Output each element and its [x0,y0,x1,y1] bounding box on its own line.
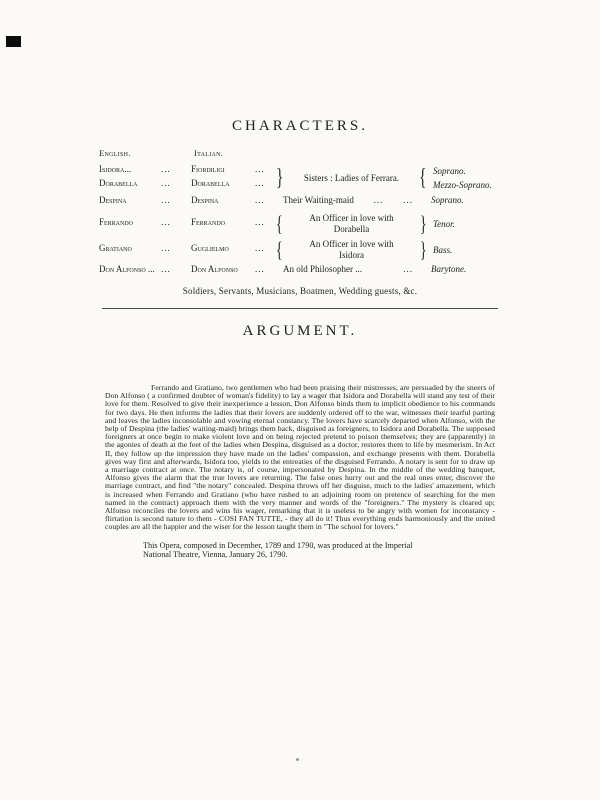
character-row-don-alfonso [99,264,501,278]
character-group-ferrando [99,213,501,235]
voice-type: Mezzo-Soprano. [433,180,492,190]
dots-separator: ... [403,264,413,274]
dots-separator: ... [255,264,265,274]
right-brace: } [420,237,428,262]
character-description-line2: Dorabella [333,224,370,234]
page-edge-mark [6,36,21,47]
argument-text: Ferrando and Gratiano, two gentlemen who had been praising their mistresses, are persuaded by the sneers of Don Alfonso ( a confirmed doubter of woman's fidelity) to lay a wager that Isidora and Dorabella will stand any test of their love for them. Resolved to give their inexperience a lesson, Don Alfonso binds them to implicit obedience to his commands for two days. He then informs the ladies that their lovers are suddenly ordered off to the war, witnesses their tearful parting and leaves the ladies inconsolable and vowing eternal constancy. The lovers have scarcely departed when Alfonso, with the help of Despina (the ladies' waiting-maid) brings them back, disguised as foreigners, to Isidora and Dorabella. The supposed foreigners at once begin to make violent love and on being rejected pretend to poison themselves; they are (apparently) in the agonies of death at the feet of the ladies when Despina, disguised as a doctor, restores them to life by mesmerism. In Act II, they follow up the impression they have made on the ladies' compassion, and exchange presents with them. Dorabella gives way first and afterwards, Isidora too, yields to the entreaties of the disguised Ferrando. A notary is sent for to draw up a marriage contract at once. The notary is, of course, impersonated by Despina. In the middle of the wedding banquet, Alfonso gives the alarm that the true lovers are returning. The false ones hurry out and the real ones enter, discover the marriage contract, and find "the notary" concealed. Despina throws off her disguise, much to the ladies' amazement, which is increased when Ferrando and Gratiano (who have rushed to an adjoining room on pretence of searching for the men named in the contract) approach them with the very manner and words of the "foreigners." The mystery is cleared up; Alfonso reconciles the lovers and wins his wager, remarking that it is useless to be angry with women for inconstancy - flirtation is second nature to them - COSI FAN TUTTE, - they all do it! Thus everything ends harmoniously and the united couples are all the happier and the wiser for the lesson taught them in "The school for lovers." [105,383,495,532]
character-description: Sisters : Ladies of Ferrara. [303,173,400,183]
printers-mark [296,758,299,761]
voice-type: Soprano. [431,195,464,205]
character-row-dorabella [99,178,274,192]
character-description: An old Philosopher ... [283,264,363,274]
production-note [105,541,495,560]
voice-type: Bass. [433,245,453,255]
character-row-gratiano [99,243,274,257]
section-divider [102,308,498,309]
left-brace: } [276,165,284,191]
dots-separator: ... [255,164,265,174]
character-row-ferrando [99,217,274,231]
column-header-italian: Italian. [194,148,224,158]
dots-separator: ... [373,195,384,205]
left-brace: { [275,237,283,262]
dots-separator: ... [403,195,413,205]
dots-separator: ... [161,178,171,188]
right-brace: { [419,165,427,191]
argument-heading: ARGUMENT. [242,323,358,339]
character-name-italian: Guglielmo [191,243,229,253]
left-brace: { [275,211,283,236]
character-name-english: Don Alfonso ... [99,264,155,274]
character-group-sisters [99,164,501,192]
character-name-english: Dorabella [99,178,138,188]
column-headers [99,148,501,160]
character-name-italian: Fiordiligi [191,164,225,174]
character-name-italian: Dorabella [191,178,230,188]
dots-separator: ... [161,217,171,227]
dots-separator: ... [161,164,171,174]
character-name-english: Despina [99,195,127,205]
character-name-english: Gratiano [99,243,132,253]
character-name-english: Ferrando [99,217,134,227]
voice-type: Tenor. [433,219,455,229]
dots-separator: ... [161,264,171,274]
character-group-gratiano [99,239,501,261]
character-name-italian: Ferrando [191,217,226,227]
character-name-italian: Don Alfonso [191,264,238,274]
dots-separator: ... [161,243,171,253]
dots-separator: ... [161,195,171,205]
characters-table [99,148,501,296]
supernumeraries-line: Soldiers, Servants, Musicians, Boatmen, Wedding guests, &c. [182,286,418,296]
character-row-despina [99,195,501,209]
production-note-line2: National Theatre, Vienna, January 26, 1790. [143,550,288,560]
character-description-line1: An Officer in love with [309,213,394,223]
dots-separator: ... [255,243,265,253]
characters-heading: CHARACTERS. [232,118,368,134]
column-header-english: English. [99,148,131,158]
dots-separator: ... [255,217,265,227]
right-brace: } [420,211,428,236]
voice-type: Barytone. [431,264,467,274]
dots-separator: ... [255,195,265,205]
character-description: Their Waiting-maid [283,195,354,205]
voice-type: Soprano. [433,166,466,176]
character-row-isidora [99,164,274,178]
character-description-line2: Isidora [339,250,364,260]
character-name-english: Isidora... [99,164,132,174]
character-description-line1: An Officer in love with [309,239,394,249]
character-name-italian: Despina [191,195,219,205]
dots-separator: ... [255,178,265,188]
production-note-line1: This Opera, composed in December, 1789 and 1790, was produced at the Imperial [143,540,413,550]
